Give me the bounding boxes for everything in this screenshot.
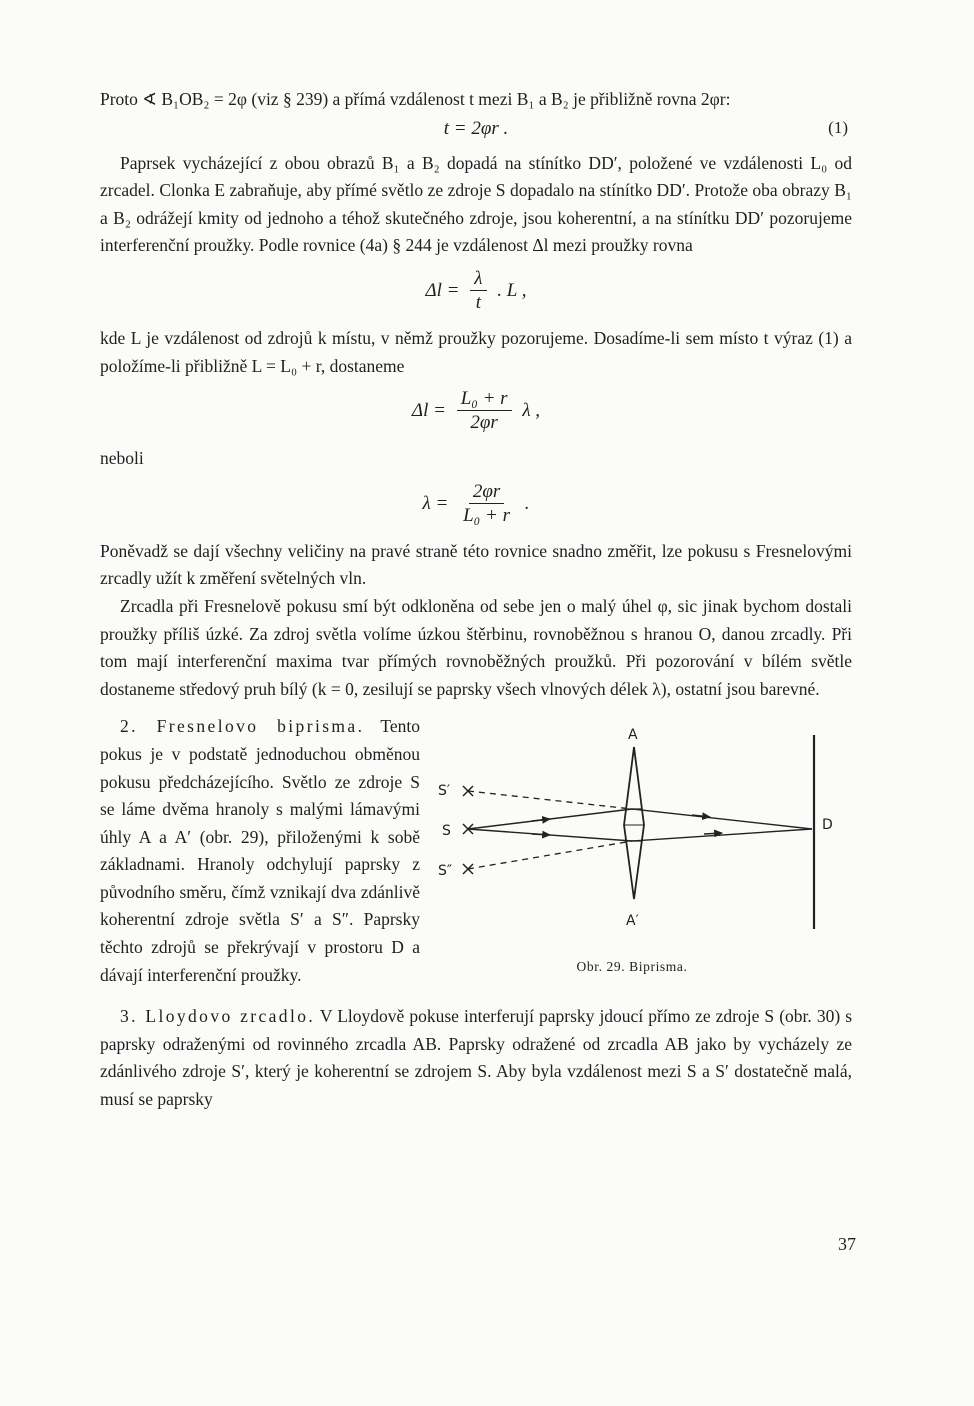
label-S: S [442,823,451,840]
equation-4-rhs: . [524,492,530,514]
source-marks [463,786,473,874]
label-A-prime: A′ [626,913,639,930]
paragraph-4: Poněvadž se dají všechny veličiny na pravé straně této rovnice snadno změřit, lze pokusu s Fresnelovými zrcadly užít k změření světelných vln. [100,540,852,589]
equation-3-denominator: 2φr [470,412,498,434]
equation-1-expression: t = 2φr . [443,117,509,139]
section-3-paragraph [100,1003,852,1113]
equation-3-fraction [457,388,512,435]
word-neboli: neboli [100,448,144,469]
section-2-text: Tento pokus je v podstatě jednoduchou obměnou pokusu předcházejícího. Světlo ze zdroje S se láme dvěma hranoly s malými lámavými úhly A a A′ (obr. 29), přiloženými k sobě základnami. Hranoly odchylují paprsky z původního směru, čímž vznikají dva zdánlivě koherentní zdroje světla S′ a S″. Paprsky těchto zdrojů se překrývají v prostoru D a dávají interferenční proužky. [100,716,420,985]
equation-2-numerator: λ [470,268,486,291]
equation-1-number: (1) [828,117,848,137]
figure-caption: Obr. 29. Biprisma. [576,959,688,975]
equation-3-numerator: L₀ + r [457,388,512,411]
paragraph-3: kde L je vzdálenost od zdrojů k místu, v němž proužky pozorujeme. Dosadíme-li sem místo t výraz (1) a položíme-li přibližně L = L₀ + r, dostaneme [100,327,852,376]
page-number: 37 [838,1234,856,1254]
paragraph-5: Zrcadla při Fresnelově pokusu smí být odkloněna od sebe jen o malý úhel φ, sic jinak bychom dostali proužky příliš úzké. Za zdroj světla volíme úzkou štěrbinu, rovnoběžnou s hranou O, danou zrcadly. Při tom mají interferenční maxima tvar přímých rovnoběžných proužků. Při pozorování v bílém světle dostaneme středový pruh bílý (k = 0, zesilují se paprsky všech vlnových délek λ), ostatní jsou barevné. [100,595,852,699]
biprisma-diagram [432,717,872,979]
equation-4-lhs: λ = [422,492,449,514]
equation-4 [100,481,852,528]
equation-1 [100,114,852,150]
equation-2-lhs: Δl = [425,279,460,301]
equation-3-lhs: Δl = [411,400,446,422]
section-biprisma [100,713,852,989]
biprisma-prism [624,747,644,899]
page-body [100,86,852,1114]
equation-2-rhs: . L , [497,279,527,301]
label-A: A [628,727,638,744]
section-3-text: V Lloydově pokuse interferují paprsky jdoucí přímo ze zdroje S (obr. 30) s paprsky odraženými od rovinného zrcadla AB. Paprsky odražené od zrcadla AB jako by vycházely ze zdánlivého zdroje S′, který je koherentní se zdrojem S. Aby byla vzdálenost mezi S a S′ dostatečně malá, musí se paprsky [100,1006,853,1110]
equation-3-rhs: λ , [522,400,541,422]
equation-2-fraction [470,268,486,315]
label-D: D [822,817,833,834]
equation-4-numerator: 2φr [469,481,504,504]
equation-3 [100,388,852,435]
equation-2-denominator: t [475,291,482,313]
section-3-heading: 3. Lloydovo zrcadlo. [120,1006,316,1027]
section-2-heading: 2. Fresnelovo biprisma. [120,716,365,737]
equation-2 [100,268,852,315]
equation-4-fraction [459,481,514,528]
label-S-double-prime: S″ [438,863,453,880]
equation-4-denominator: L₀ + r [463,504,510,526]
paragraph-1: Proto ∢ B₁OB₂ = 2φ (viz § 239) a přímá vzdálenost t mezi B₁ a B₂ je přibližně rovna 2φr: [100,89,731,109]
label-S-prime: S′ [438,783,451,800]
paragraph-2: Paprsek vycházející z obou obrazů B₁ a B₂ dopadá na stínítko DD′, položené ve vzdálenosti L₀ od zrcadel. Clonka E zabraňuje, aby přímé světlo ze zdroje S dopadalo na stínítko DD′. Protože oba obrazy B₁ a B₂ odrážejí kmity od jednoho a téhož skutečného zdroje, jsou koherentní, a na stínítku DD′ pozorujeme interferenční proužky. Podle rovnice (4a) § 244 je vzdálenost Δl mezi proužky rovna [100,152,852,256]
figure-biprisma [432,717,872,979]
